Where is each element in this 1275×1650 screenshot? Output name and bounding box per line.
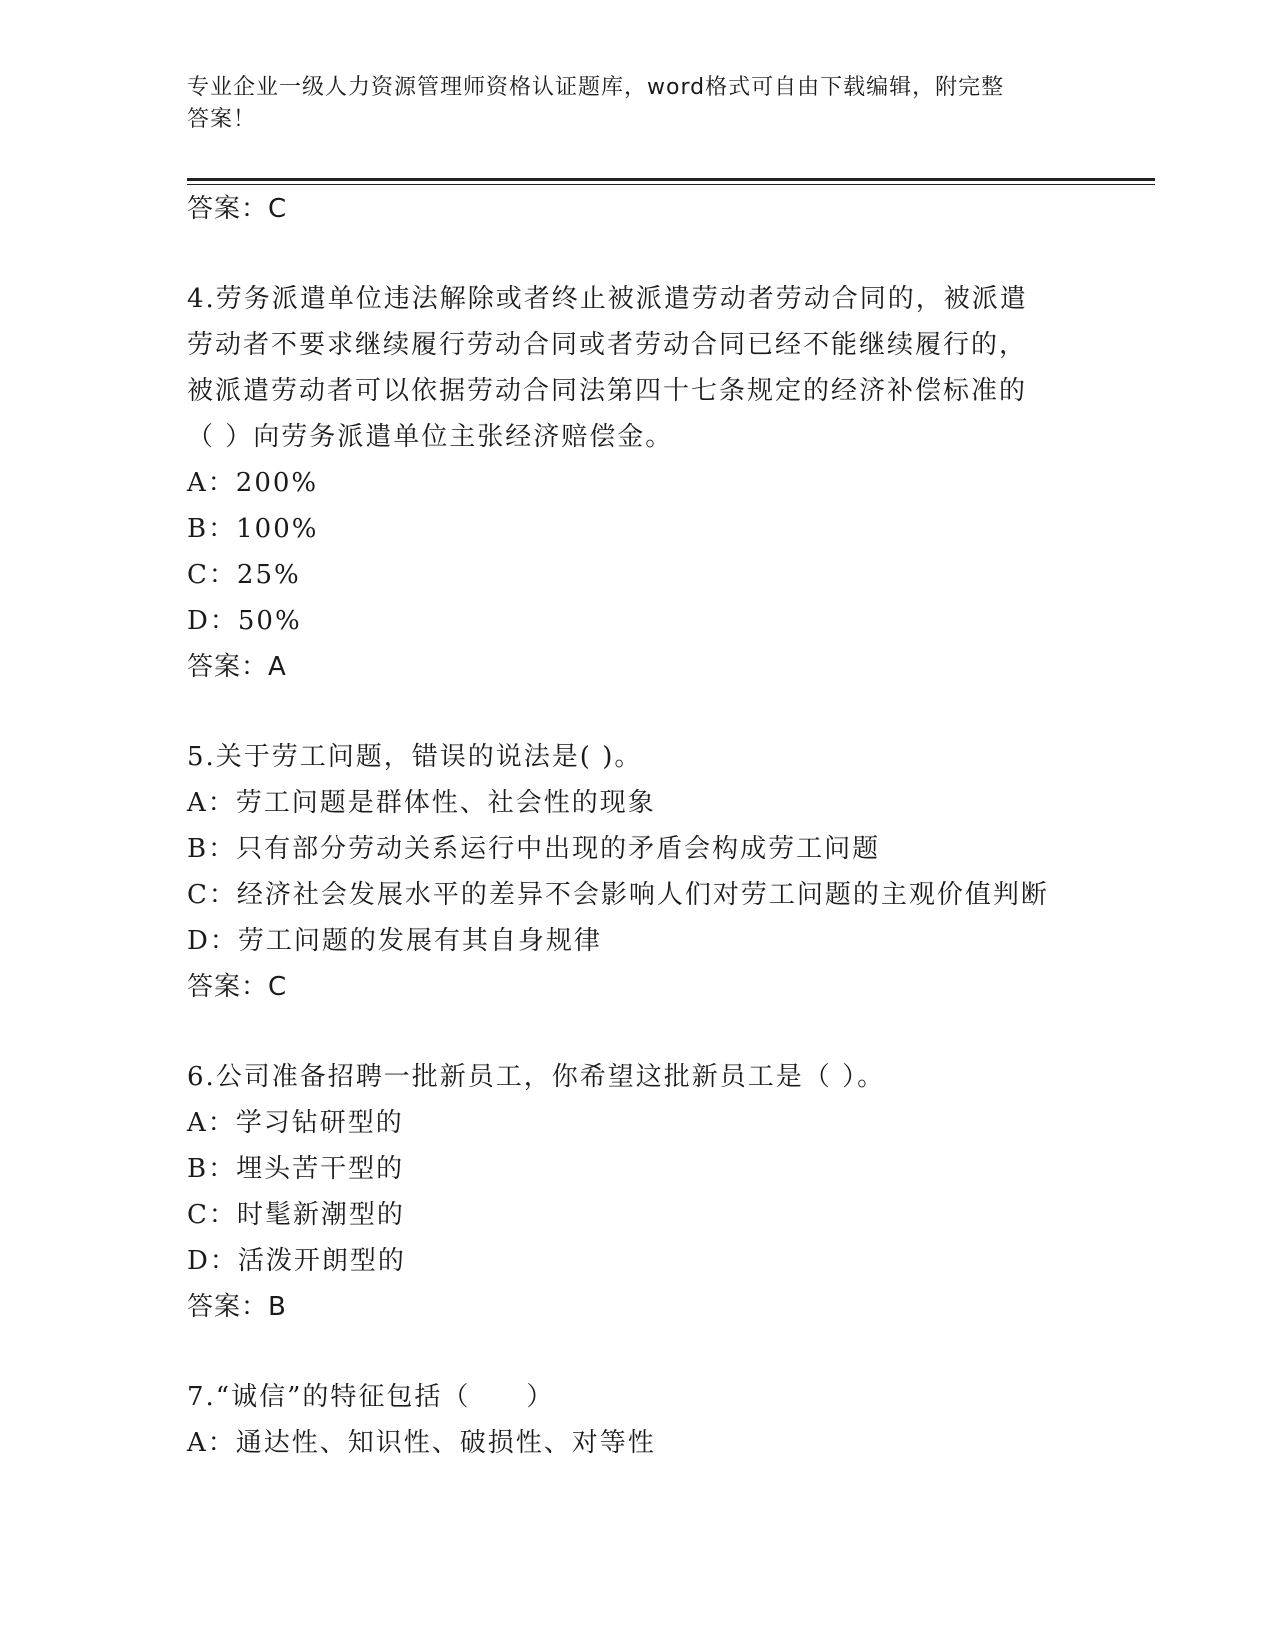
option-b [187, 826, 1087, 872]
option-text: 活泼开朗型的 [237, 1246, 406, 1276]
answer-line: 答案：C [187, 972, 288, 1002]
option-c [187, 1192, 1087, 1238]
question-stem-line: （ ）向劳务派遣单位主张经济赔偿金。 [187, 422, 674, 452]
option-text: 经济社会发展水平的差异不会影响人们对劳工问题的主观价值判断 [236, 880, 1049, 910]
option-text: 劳工问题是群体性、社会性的现象 [235, 788, 656, 818]
question-stem-line: 被派遣劳动者可以依据劳动合同法第四十七条规定的经济补偿标准的 [187, 376, 1028, 406]
answer-line: 答案：A [187, 652, 287, 682]
header-rule-thin [187, 184, 1155, 185]
question-stem-line: 7.“诚信”的特征包括（ ） [187, 1382, 555, 1412]
option-letter: D： [187, 606, 238, 636]
option-a [187, 780, 1087, 826]
question-block [187, 1054, 1087, 1330]
option-c [187, 552, 1087, 598]
question-stem-line: 6.公司准备招聘一批新员工，你希望这批新员工是（ ）。 [187, 1062, 886, 1092]
spacer [187, 232, 1087, 276]
page-header [187, 72, 1067, 136]
option-text: 通达性、知识性、破损性、对等性 [235, 1428, 656, 1458]
option-letter: B： [187, 834, 237, 864]
option-d [187, 918, 1087, 964]
option-letter: A： [187, 788, 236, 818]
option-text: 25% [236, 560, 301, 590]
question-block [187, 734, 1087, 1010]
spacer [187, 690, 1087, 734]
question-content [187, 186, 1087, 1466]
question-stem-line: 劳动者不要求继续履行劳动合同或者劳动合同已经不能继续履行的， [187, 330, 1028, 360]
option-b [187, 1146, 1087, 1192]
option-a [187, 1420, 1087, 1466]
option-letter: D： [187, 1246, 238, 1276]
answer-line: 答案：B [187, 1292, 287, 1322]
option-letter: A： [187, 468, 236, 498]
option-letter: B： [187, 1154, 237, 1184]
option-a [187, 1100, 1087, 1146]
header-line-2: 答案！ [187, 107, 257, 132]
option-text: 埋头苦干型的 [236, 1154, 405, 1184]
option-text: 时髦新潮型的 [236, 1200, 405, 1230]
question-block [187, 1374, 1087, 1466]
option-letter: B： [187, 514, 237, 544]
option-text: 学习钻研型的 [235, 1108, 404, 1138]
option-c [187, 872, 1087, 918]
option-letter: A： [187, 1428, 236, 1458]
option-text: 100% [236, 514, 319, 544]
question-stem-line: 4.劳务派遣单位违法解除或者终止被派遣劳动者劳动合同的，被派遣 [187, 284, 1028, 314]
option-letter: C： [187, 1200, 237, 1230]
header-line-1: 专业企业一级人力资源管理师资格认证题库，word格式可自由下载编辑，附完整 [187, 75, 1005, 100]
spacer [187, 1330, 1087, 1374]
option-letter: C： [187, 880, 237, 910]
option-text: 50% [237, 606, 302, 636]
answer-line: 答案：C [187, 194, 288, 224]
option-letter: D： [187, 926, 238, 956]
option-letter: C： [187, 560, 237, 590]
option-a [187, 460, 1087, 506]
option-letter: A： [187, 1108, 236, 1138]
question-block [187, 276, 1087, 690]
option-text: 只有部分劳动关系运行中出现的矛盾会构成劳工问题 [236, 834, 881, 864]
option-text: 200% [235, 468, 319, 498]
option-b [187, 506, 1087, 552]
option-d [187, 598, 1087, 644]
option-d [187, 1238, 1087, 1284]
option-text: 劳工问题的发展有其自身规律 [237, 926, 602, 956]
question-stem-line: 5.关于劳工问题，错误的说法是( )。 [187, 742, 643, 772]
header-rule-thick [187, 178, 1155, 181]
spacer [187, 1010, 1087, 1054]
